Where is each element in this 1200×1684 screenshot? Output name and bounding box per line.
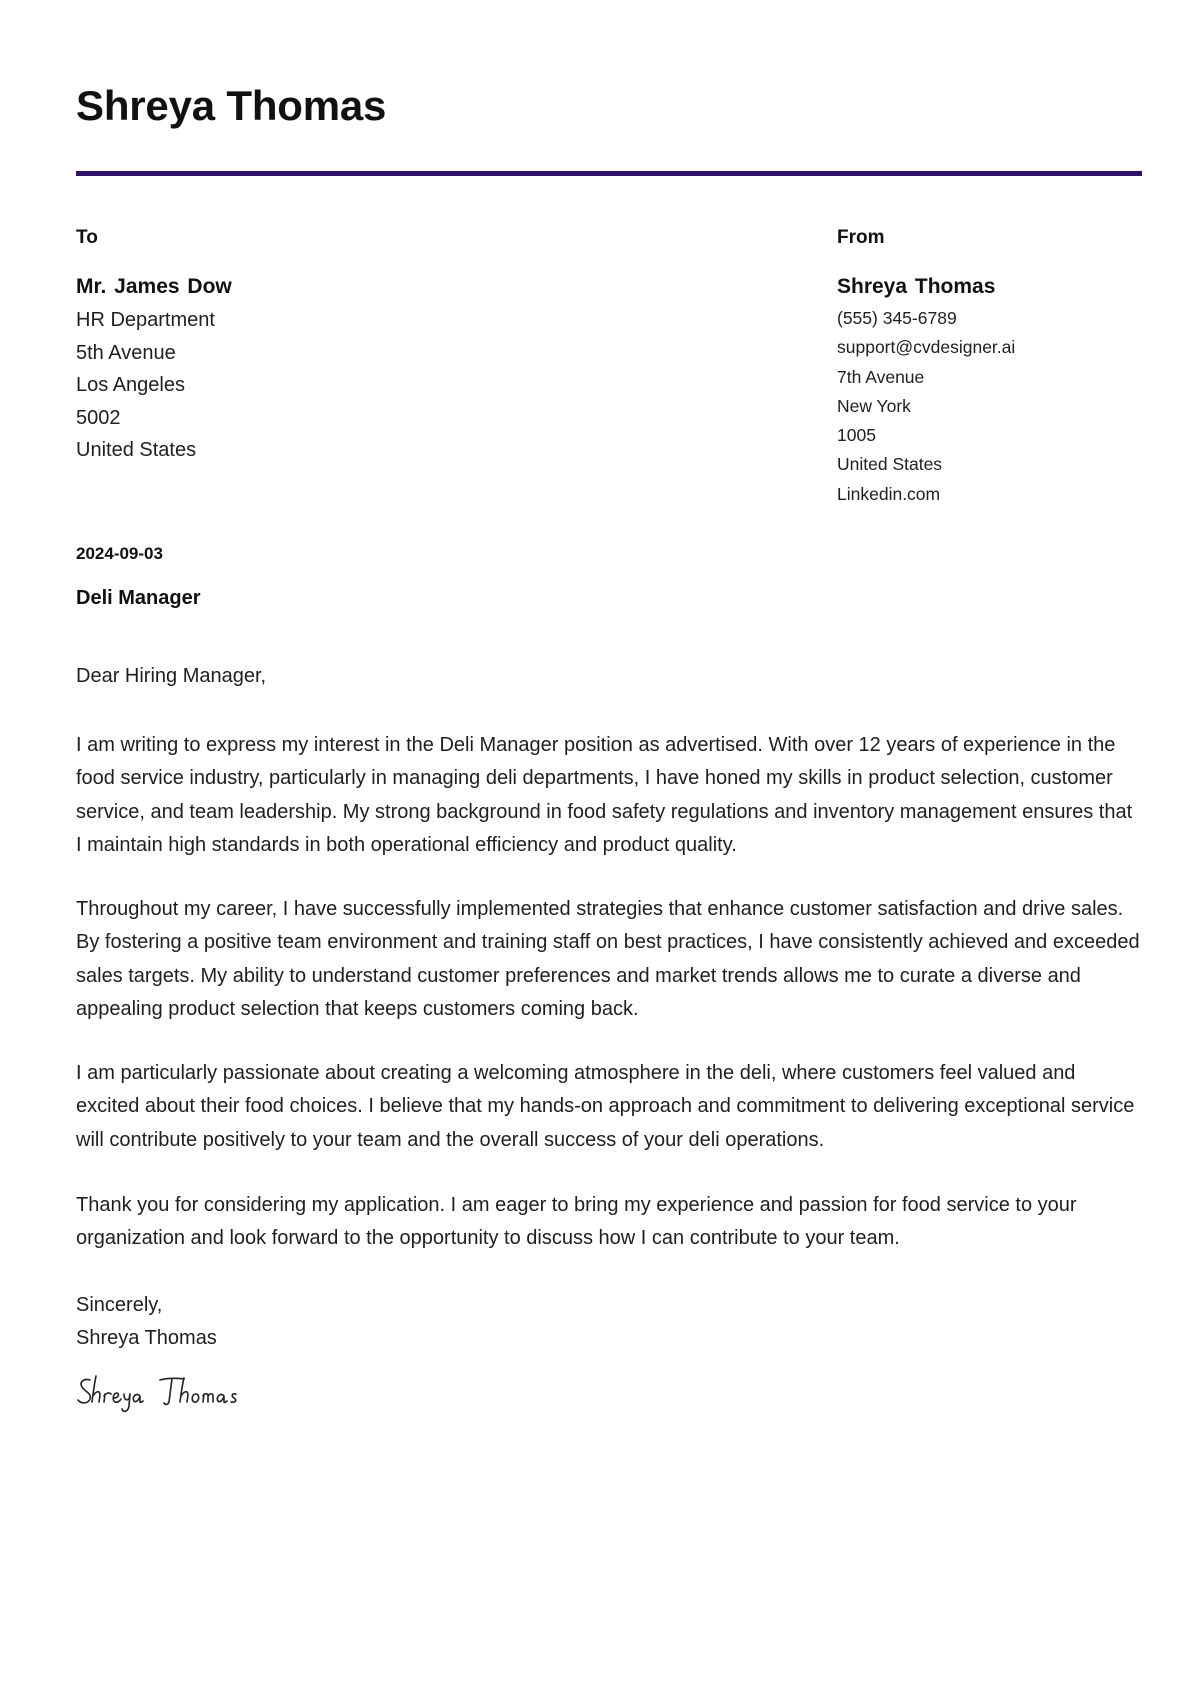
closing-phrase: Sincerely, xyxy=(76,1294,163,1316)
sender-country: United States xyxy=(837,454,943,475)
recipient-postal-code: 5002 xyxy=(76,406,121,429)
header-divider xyxy=(76,171,1142,176)
handwritten-signature xyxy=(76,1368,266,1416)
sender-name: Shreya Thomas xyxy=(837,275,996,298)
to-heading: To xyxy=(76,227,98,248)
recipient-block xyxy=(76,226,676,467)
sender-linkedin: Linkedin.com xyxy=(837,483,941,504)
from-heading: From xyxy=(837,227,885,248)
letter-date: 2024-09-03 xyxy=(76,544,163,563)
letter-subject: Deli Manager xyxy=(76,587,201,609)
sender-city: New York xyxy=(837,395,911,416)
recipient-city: Los Angeles xyxy=(76,374,185,396)
applicant-name-heading: Shreya Thomas xyxy=(76,82,387,129)
sender-postal-code: 1005 xyxy=(837,425,876,446)
closing-block xyxy=(76,1289,217,1355)
sender-block xyxy=(837,226,1142,509)
recipient-department: HR Department xyxy=(76,309,215,331)
body-paragraph-2: Throughout my career, I have successfully implemented strategies that enhance customer satisfaction and drive sales. By fostering a positive team environment and training staff on best practices, I have consistently achieved and exceeded sales targets. My ability to understand customer preferences and market trends allows me to curate a diverse and appealing product selection that keeps customers coming back. xyxy=(76,898,1140,1020)
body-paragraph-4: Thank you for considering my application. I am eager to bring my experience and passion for food service to your organization and look forward to the opportunity to discuss how I can contribute to your team. xyxy=(76,1194,1077,1250)
body-paragraph-1: I am writing to express my interest in the Deli Manager position as advertised. With over 12 years of experience in the food service industry, particularly in managing deli departments, I have honed my skills in product selection, customer service, and team leadership. My strong background in food safety regulations and inventory management ensures that I maintain high standards in both operational efficiency and product quality. xyxy=(76,734,1133,856)
sender-phone: (555) 345-6789 xyxy=(837,308,957,328)
recipient-country: United States xyxy=(76,439,197,461)
recipient-street: 5th Avenue xyxy=(76,341,176,364)
closing-name: Shreya Thomas xyxy=(76,1327,217,1349)
sender-email: support@cvdesigner.ai xyxy=(837,337,1016,358)
recipient-name: Mr. James Dow xyxy=(76,275,232,298)
sender-street: 7th Avenue xyxy=(837,366,925,387)
body-paragraph-3: I am particularly passionate about creating a welcoming atmosphere in the deli, where customers feel valued and excited about their food choices. I believe that my hands-on approach and commitment to delivering exceptional service will contribute positively to your team and the overall success of your deli operations. xyxy=(76,1062,1135,1151)
salutation: Dear Hiring Manager, xyxy=(76,665,267,687)
